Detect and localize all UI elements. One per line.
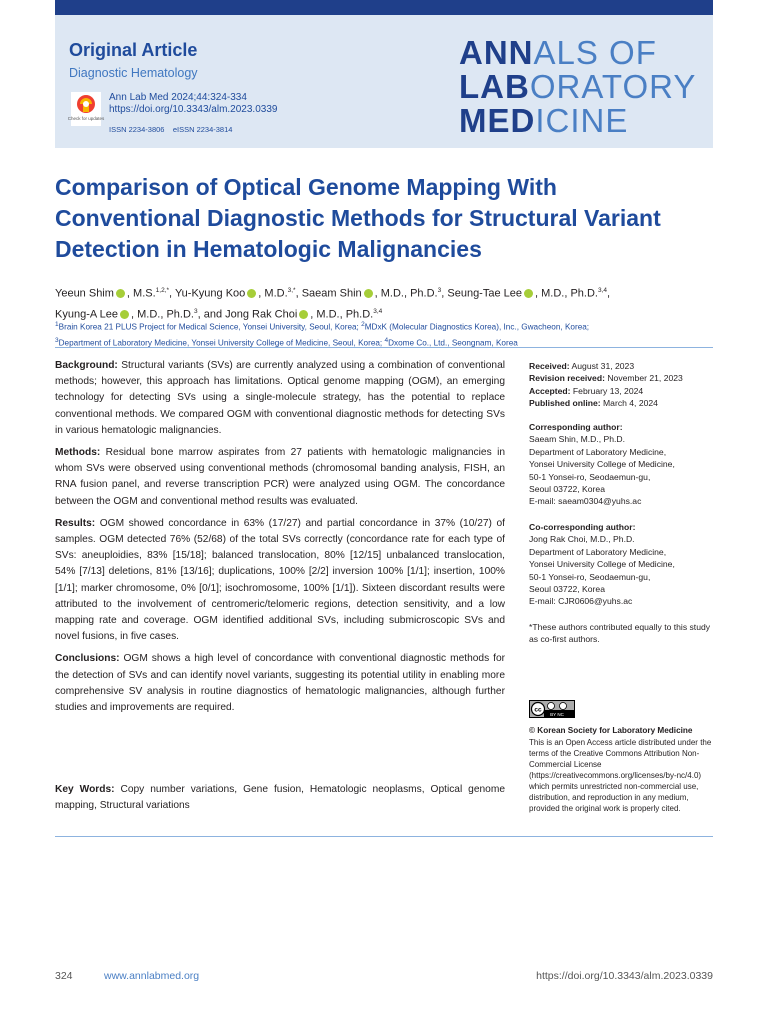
author-name: Yeeun Shim — [55, 287, 114, 300]
abstract-methods: Methods: Residual bone marrow aspirates from 27 patients with hematologic malignancies in whom SVs were observed using conventional methods (chromosomal banding analysis, FISH, an RNA fusion panel, and reverse transcription PCR) were analyzed using OGM. The concordance between the OGM and conventional method results was evaluated. — [55, 447, 505, 507]
issn-line — [109, 125, 232, 134]
article-category: Diagnostic Hematology — [69, 66, 198, 80]
abstract-conclusions: Conclusions: OGM shows a high level of concordance with conventional diagnostic methods for the detection of SVs and can identify novel variants, suggesting its potential utility in enabling more comprehensive SV analysis in routine diagnostics of hematologic malignancies, although further studies and improvements are required. — [55, 653, 505, 714]
article-doi-link[interactable]: https://doi.org/10.3343/alm.2023.0339 — [109, 104, 278, 115]
journal-name-line-3: MEDICINE — [459, 102, 629, 139]
site-link[interactable]: www.annlabmed.org — [104, 970, 200, 982]
bottom-divider — [55, 836, 713, 837]
citation: Ann Lab Med 2024;44:324-334 — [109, 92, 247, 103]
footer-doi-link[interactable]: https://doi.org/10.3343/alm.2023.0339 — [536, 970, 713, 982]
orcid-icon[interactable] — [116, 289, 125, 298]
journal-name-line-1: ANNALS OF — [459, 34, 657, 71]
equal-contribution-note: *These authors contributed equally to this study as co-first authors. — [529, 622, 711, 645]
article-type: Original Article — [69, 40, 198, 60]
top-color-bar — [55, 0, 713, 15]
affiliations: $^1$Brain Korea 21 PLUS Project for Medical Science, Yonsei University, Seoul, Korea; $^2$MDxK (Molecular Diagnostics Korea), Inc., Gwacheon, Korea; $^3$Department of Laboratory Medicine, Yonsei University College of Medicine, Seoul, Korea; $^4$Dxome Co., Ltd., Seongnam, Korea — [55, 321, 590, 348]
author-name: Saeam Shin — [301, 287, 362, 300]
journal-name-line-2: LABORATORY — [459, 68, 697, 105]
author-name: Kyung-A Lee — [55, 308, 118, 321]
orcid-icon[interactable] — [247, 289, 256, 298]
abstract — [55, 358, 505, 722]
orcid-icon[interactable] — [524, 289, 533, 298]
article-title: Comparison of Optical Genome Mapping With Conventional Diagnostic Methods for Structural Variant Detection in Hematologic Malignancies — [55, 174, 661, 262]
abstract-results: Results: OGM showed concordance in 63% (17/27) and partial concordance in 37% (10/27) of samples. OGM detected 76% (52/68) of the total SVs correctly (concordance rate for each type of SVs: aneuploidies, 83% [15/18]; balanced translocation, 80% [12/15] unbalanced translocation, 54% [7/13] deletions, 81% [13/16]; duplications, 100% [2/2] inversion 100% [1/1]; insertion, 100% [1/1]; marker chromosome, 0% [0/1]; isochromosome, 100% [1/1]). Sixteen discordant results were attributed to the involvement of centromeric/telomeric regions, detection sensitivity, and a low mapping rate and coverage. OGM identified additional SVs, including submicroscopic SVs and novel fusions, in five cases. — [55, 517, 505, 643]
copyright-line: © Korean Society for Laboratory Medicine — [529, 726, 693, 735]
eissn: eISSN 2234-3814 — [172, 125, 233, 134]
license-block — [529, 725, 714, 814]
issn: ISSN 2234-3806 — [109, 125, 165, 134]
cc-license-icon[interactable] — [529, 700, 575, 718]
corresponding-email[interactable]: E-mail: saeam0304@yuhs.ac — [529, 496, 642, 507]
crossmark-label: Check for updates — [67, 116, 105, 121]
keywords: Key Words: Copy number variations, Gene fusion, Hematologic neoplasms, Optical genome mapping, Structural variations — [55, 784, 505, 812]
svg-text:cc: cc — [534, 706, 542, 714]
svg-text:BY NC: BY NC — [550, 712, 564, 717]
author-name: Seung-Tae Lee — [447, 287, 522, 300]
abstract-background: Background: Structural variants (SVs) are currently analyzed using a combination of conventional methods; however, this approach has limitations. Optical genome mapping (OGM), an emerging technology for detecting SVs using a single-molecule strategy, has the potential to replace conventional methods. We compared OGM with conventional diagnostic methods for detecting SVs in various hematologic malignancies. — [55, 360, 505, 436]
author-name: Jong Rak Choi — [225, 308, 298, 321]
crossmark-icon[interactable] — [67, 92, 105, 126]
corresponding-author: Corresponding author: Saeam Shin, M.D., Ph.D. Department of Laboratory Medicine, Yonsei University College of Medicine, 50-1 Yonsei-ro, Seodaemun-gu, Seoul 03722, Korea E-mail: saeam0304@yuhs.ac — [529, 421, 714, 508]
co-corresponding-email[interactable]: E-mail: CJR0606@yuhs.ac — [529, 596, 633, 607]
section-divider — [55, 347, 713, 348]
article-dates: Received: August 31, 2023 Revision received: November 21, 2023 Accepted: February 13, 2024 Published online: March 4, 2024 — [529, 361, 683, 409]
license-text: This is an Open Access article distributed under the terms of the Creative Commons Attribution Non-Commercial License (https://creativecommons.org/licenses/by-nc/4.0) which permits unrestricted non-commercial use, distribution, and reproduction in any medium, provided the original work is properly cited. — [529, 738, 712, 813]
co-corresponding-author: Co-corresponding author: Jong Rak Choi, M.D., Ph.D. Department of Laboratory Medicine, Yonsei University College of Medicine, 50-1 Yonsei-ro, Seodaemun-gu, Seoul 03722, Korea E-mail: CJR0606@yuhs.ac — [529, 521, 714, 608]
orcid-icon[interactable] — [364, 289, 373, 298]
page-number: 324 — [55, 970, 73, 982]
author-list: Yeeun Shim , M.S.$^{1,2,*}$, Yu-Kyung Koo , M.D.$^{3,*}$, Saeam Shin , M.D., Ph.D.$^3$, Seung-Tae Lee , M.D., Ph.D.$^{3,4}$, Kyung-A Lee , M.D., Ph.D.$^3$, and Jong Rak Choi , M.D., Ph.D.$^{3,4}$ — [55, 287, 611, 321]
author-name: Yu-Kyung Koo — [174, 287, 246, 300]
